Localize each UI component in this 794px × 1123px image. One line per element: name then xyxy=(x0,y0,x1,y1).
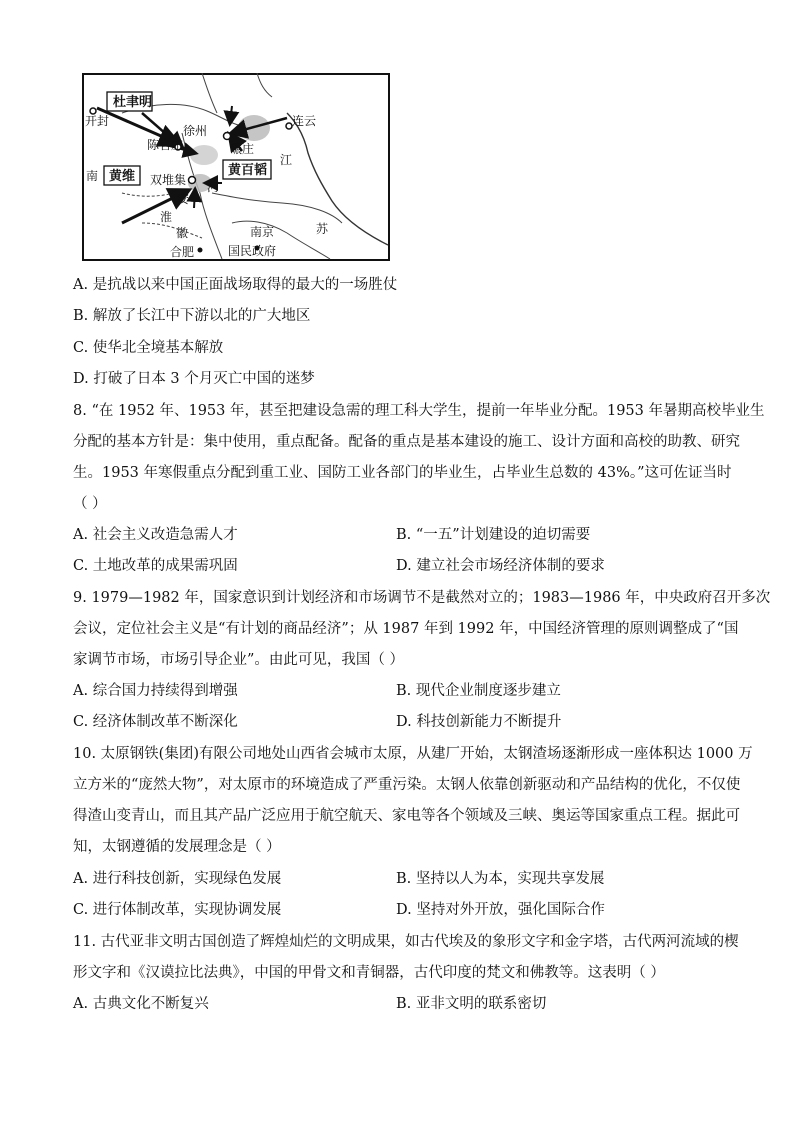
q9-option-a: A. 综合国力持续得到增强 xyxy=(73,683,238,699)
map-label-nan: 南 xyxy=(86,169,99,183)
map-label-chenguanzhuang: 陈官庄 xyxy=(147,138,184,152)
map-label-huai: 淮 xyxy=(160,210,173,224)
map-label-du-yuming: 杜聿明 xyxy=(113,95,153,110)
q11-option-a: A. 古典文化不断复兴 xyxy=(73,996,209,1012)
huaihai-campaign-map xyxy=(82,73,390,261)
q8-answer-blank: （ ） xyxy=(73,496,107,512)
map-label-he: 河 xyxy=(207,180,220,194)
q10-option-d: D. 坚持对外开放，强化国际合作 xyxy=(396,902,605,918)
q8-stem-line-2: 分配的基本方针是：集中使用，重点配备。配备的重点是基本建设的施工、设计方面和高校的助教、研究 xyxy=(73,434,740,450)
q10-stem-line-1: 10. 太原钢铁(集团)有限公司地处山西省会城市太原，从建厂开始，太钢渣场逐渐形成一座体积达 1000 万 xyxy=(73,746,753,762)
q7-option-b: B. 解放了长江中下游以北的广大地区 xyxy=(73,308,311,324)
q8-stem-line-3: 生。1953 年寒假重点分配到重工业、国防工业各部门的毕业生，占毕业生总数的 43%。”这可佐证当时 xyxy=(73,465,732,481)
map-label-lianyun: 连云 xyxy=(292,114,317,128)
q8-option-d: D. 建立社会市场经济体制的要求 xyxy=(396,558,605,574)
q9-option-c: C. 经济体制改革不断深化 xyxy=(73,714,238,730)
map-label-kaifeng: 开封 xyxy=(85,114,110,128)
q10-option-c: C. 进行体制改革，实现协调发展 xyxy=(73,902,282,918)
q8-option-a: A. 社会主义改造急需人才 xyxy=(73,527,238,543)
q10-stem-line-3: 得渣山变青山，而且其产品广泛应用于航空航天、家电等各个领域及三峡、奥运等国家重点工程。据此可 xyxy=(73,808,740,824)
q7-option-c: C. 使华北全境基本解放 xyxy=(73,340,224,356)
q7-option-d: D. 打破了日本 3 个月灭亡中国的迷梦 xyxy=(73,371,315,387)
map-label-hui: 徽 xyxy=(176,226,189,240)
q10-option-b: B. 坚持以人为本，实现共享发展 xyxy=(396,871,605,887)
map-label-jiang: 江 xyxy=(280,153,293,167)
q11-stem-line-2: 形文字和《汉谟拉比法典》，中国的甲骨文和青铜器，古代印度的梵文和佛教等。这表明（ ） xyxy=(73,965,665,981)
q9-option-b: B. 现代企业制度逐步建立 xyxy=(396,683,561,699)
q10-stem-line-4: 知，太钢遵循的发展理念是（ ） xyxy=(73,839,281,855)
q10-stem-line-2: 立方米的“庞然大物”，对太原市的环境造成了严重污染。太钢人依靠创新驱动和产品结构的优化，不仅使 xyxy=(73,777,741,793)
map-label-huang-wei: 黄维 xyxy=(109,169,136,184)
q11-stem-line-1: 11. 古代亚非文明古国创造了辉煌灿烂的文明成果，如古代埃及的象形文字和金字塔，古代两河流域的楔 xyxy=(73,934,739,950)
q8-option-c: C. 土地改革的成果需巩固 xyxy=(73,558,238,574)
q9-stem-line-3: 家调节市场，市场引导企业”。由此可见，我国（ ） xyxy=(73,652,405,668)
q9-stem-line-2: 会议，定位社会主义是“有计划的商品经济”；从 1987 年到 1992 年，中国经济管理的原则调整成了“国 xyxy=(73,621,739,637)
map-label-hefei: 合肥 xyxy=(170,245,195,259)
q10-option-a: A. 进行科技创新，实现绿色发展 xyxy=(73,871,282,887)
q9-option-d: D. 科技创新能力不断提升 xyxy=(396,714,562,730)
map-label-nanjing: 南京 xyxy=(250,225,275,239)
q8-option-b: B. “一五”计划建设的迫切需要 xyxy=(396,527,591,543)
map-label-an: 安 xyxy=(177,192,190,206)
q7-option-a: A. 是抗战以来中国正面战场取得的最大的一场胜仗 xyxy=(73,277,398,293)
q8-stem-line-1: 8. “在 1952 年、1953 年，甚至把建设急需的理工科大学生，提前一年毕业分配。1953 年暑期高校毕业生 xyxy=(73,403,765,419)
q9-stem-line-1: 9. 1979—1982 年，国家意识到计划经济和市场调节不是截然对立的；1983—1986 年，中央政府召开多次 xyxy=(73,590,771,606)
map-label-guominzhengfu: 国民政府 xyxy=(228,244,277,258)
map-label-su: 苏 xyxy=(316,222,329,236)
map-label-huang-baitao: 黄百韬 xyxy=(228,163,268,178)
map-label-shuangduiji: 双堆集 xyxy=(150,173,187,187)
map-label-nianzhuang: 碾庄 xyxy=(230,142,255,156)
q11-option-b: B. 亚非文明的联系密切 xyxy=(396,996,547,1012)
map-label-xuzhou: 徐州 xyxy=(183,124,208,138)
